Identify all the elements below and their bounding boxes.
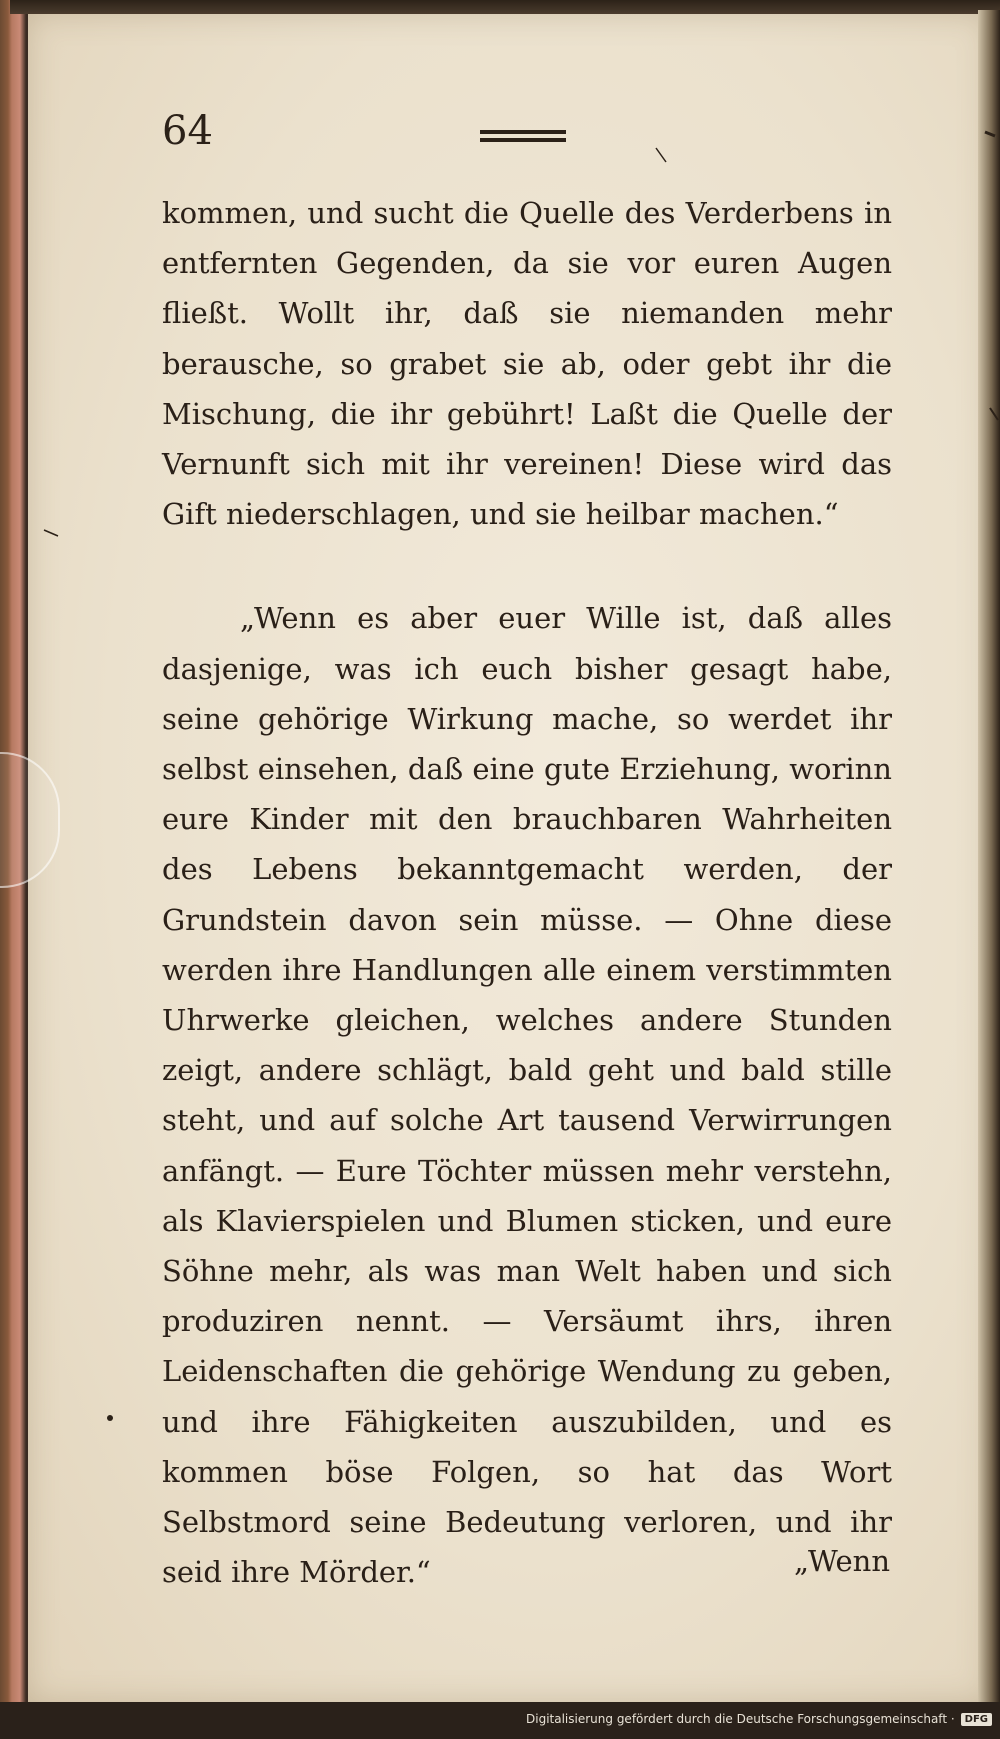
- paragraph-1: kommen, und sucht die Quelle des Verderbens in entfernten Gegenden, da sie vor euren Augen fließt. Wollt ihr, daß sie niemanden mehr berausche, so grabet sie ab, oder gebt ihr die Mischung, die ihr gebührt! Laßt die Quelle der Vernunft sich mit ihr vereinen! Diese wird das Gift niederschlagen, und sie heilbar machen.“: [162, 196, 892, 532]
- page-header: [162, 108, 892, 158]
- page-right-edge: [978, 10, 1000, 1710]
- catchword: „Wenn: [794, 1544, 890, 1578]
- dfg-logo-icon: DFG: [961, 1713, 992, 1726]
- page-top-edge: [10, 0, 1000, 14]
- footer-credit: Digitalisierung gefördert durch die Deutsche Forschungsgemeinschaft ·: [526, 1712, 955, 1726]
- footer: [526, 1712, 992, 1726]
- header-ornament: [480, 130, 566, 146]
- paragraph-2: „Wenn es aber euer Wille ist, daß alles dasjenige, was ich euch bisher gesagt habe, seine gehörige Wirkung mache, so werdet ihr selbst einsehen, daß eine gute Erziehung, worinn eure Kinder mit den brauchbaren Wahrheiten des Lebens bekanntgemacht werden, der Grundstein davon sein müsse. — Ohne diese werden ihre Handlungen alle einem verstimmten Uhrwerke gleichen, welches andere Stunden zeigt, andere schlägt, bald geht und bald stille steht, und auf solche Art tausend Verwirrungen anfängt. — Eure Töchter müssen mehr verstehn, als Klavierspielen und Blumen sticken, und eure Söhne mehr, als was man Welt haben und sich produziren nennt. — Versäumt ihrs, ihren Leidenschaften die gehörige Wendung zu geben, und ihre Fähigkeiten auszubilden, und es kommen böse Folgen, so hat das Wort Selbstmord seine Bedeutung verloren, und ihr seid ihre Mörder.“: [162, 601, 892, 1590]
- page-number: 64: [162, 108, 213, 154]
- body-text: [162, 188, 892, 1597]
